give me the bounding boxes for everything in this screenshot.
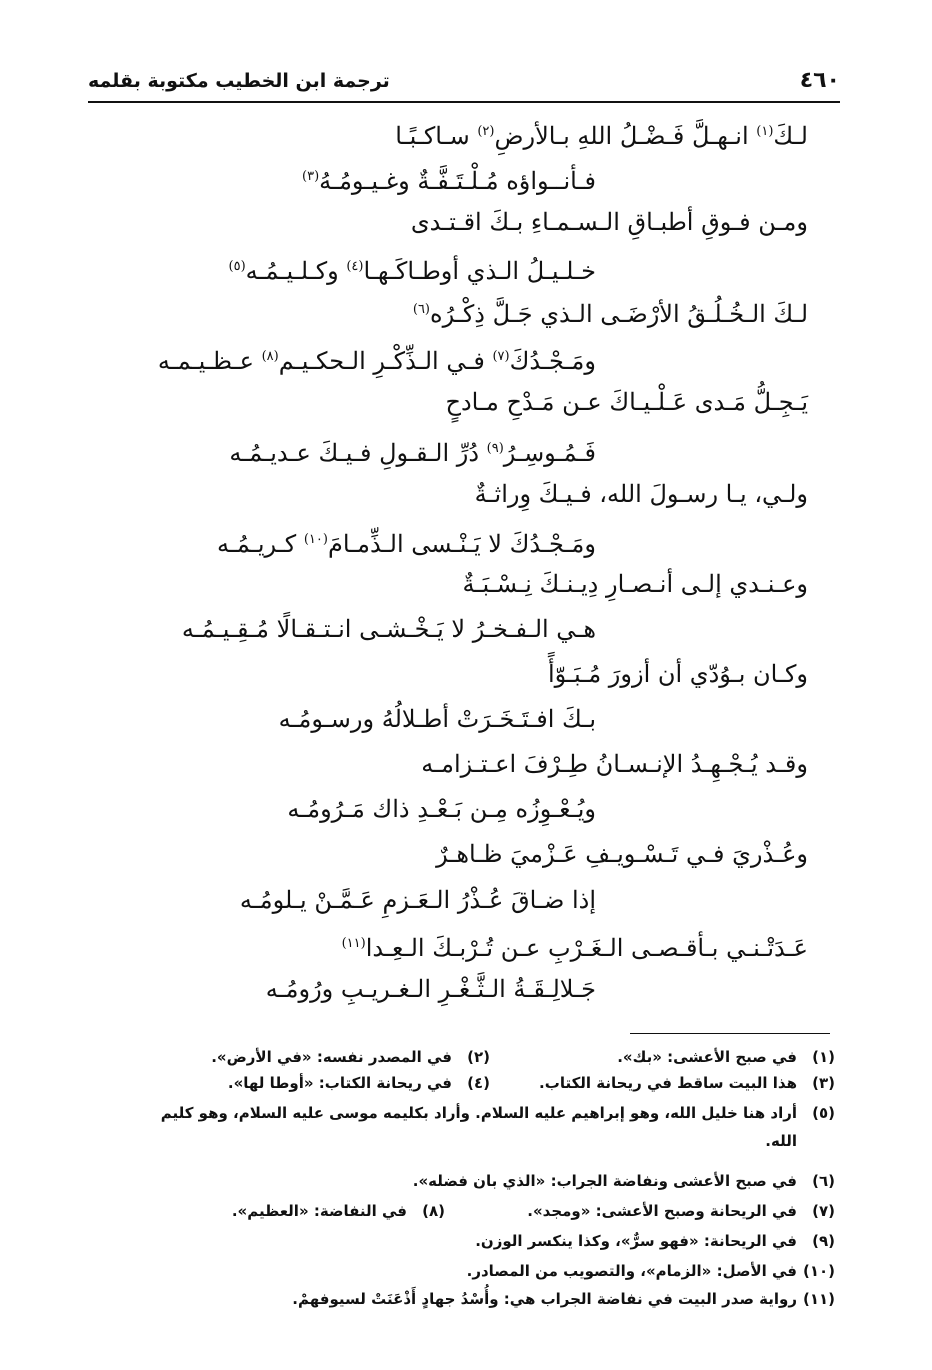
- footnote-marker: (٩): [486, 441, 504, 456]
- verse-text: ومـن فـوقِ أطبـاقِ الـسـمـاءِ بـكَ اقـتـدى: [410, 208, 808, 236]
- verse-first-hemistich: [436, 834, 808, 874]
- verse-text: عـظـيـمـه: [157, 347, 262, 375]
- footnote-marker: (٦): [412, 302, 430, 317]
- footnote-text: في صبح الأعشى ونفاضة الجراب: «الذي بان فضله».: [412, 1172, 797, 1190]
- footnote-number: (٧): [812, 1202, 835, 1220]
- footnote-number: (٢): [467, 1048, 490, 1066]
- verse-text: لـكَ: [773, 122, 808, 150]
- verse-text: دُرِّ الـقـولِ فـيـكَ عـديـمُـه: [229, 439, 487, 467]
- footnote-marker: (٣): [302, 169, 320, 184]
- verse-text: وعـنـدي إلـى أنـصـارِ دِيـنـكَ نِـسْـبَـةٌ: [462, 570, 808, 598]
- verse-second-hemistich: [150, 699, 596, 739]
- footnote: [211, 1044, 490, 1070]
- verse-text: وكـان بـوُدّي أن أزورَ مُـبَـوّأً: [547, 660, 808, 688]
- footnote-marker: (١٠): [303, 532, 328, 547]
- footnote-text: في الأصل: «الزمام»، والتصويب من المصادر.: [466, 1262, 797, 1280]
- verse-text: بـكَ افـتَـخَـرَتْ أطـلالُهُ ورسـومُـه: [278, 705, 596, 733]
- footnote-continuation: [765, 1128, 797, 1154]
- footnote-number: (١١): [802, 1290, 835, 1308]
- verse-second-hemistich: [150, 429, 596, 469]
- footnote-text: في ريحانة الكتاب: «أوطا لها».: [227, 1074, 452, 1092]
- footnote-text: أراد هنا خليل الله، وهو إبراهيم عليه السلام. وأراد بكليمه موسى عليه السلام، وهو كليم: [160, 1104, 797, 1122]
- footnote: [228, 1070, 490, 1096]
- verse-text: ومَـجْـدُكَ: [509, 347, 596, 375]
- footnote: [232, 1198, 445, 1224]
- verse-second-hemistich: [150, 969, 596, 1009]
- footnote-text: في الريحانة وصبح الأعشى: «ومجد».: [527, 1202, 797, 1220]
- footnote: [292, 1286, 835, 1312]
- verse-text: فـي الـذِّكْـرِ الـحكـيـم: [278, 347, 493, 375]
- footnote: [467, 1258, 835, 1284]
- footnote-text: في المصدر نفسه: «في الأرض».: [211, 1048, 452, 1066]
- verse-text: ومَـجْـدُكَ لا يَـنْـسى الـذِّمـامَ: [327, 530, 596, 558]
- footnote-text: الله.: [765, 1132, 797, 1150]
- footnote-rule: [630, 1033, 830, 1034]
- footnote-marker: (١): [756, 124, 774, 139]
- verse-text: لـكَ الـخُـلُـقُ الأرْضَـى الـذي جَـلَّ ذِكْـرُه: [430, 300, 808, 328]
- footnote-number: (٦): [812, 1172, 835, 1190]
- verse-text: عَـدَتْـنـي بـأقـصـى الـغَـرْبِ عـن تُـرْبـكَ الـعِـدا: [365, 934, 808, 962]
- footnote-number: (٤): [467, 1074, 490, 1092]
- verse-text: ولـي، يـا رسـولَ الله، فـيـكَ وِراثـةٌ: [474, 480, 808, 508]
- verse-second-hemistich: [150, 157, 596, 197]
- footnote-marker: (٢): [477, 124, 495, 139]
- footnote: [617, 1044, 835, 1070]
- footnote: [475, 1228, 835, 1254]
- verse-first-hemistich: [395, 112, 808, 152]
- verse-second-hemistich: [150, 880, 596, 920]
- verse-second-hemistich: [150, 609, 596, 649]
- footnote-number: (١): [812, 1048, 835, 1066]
- verse-text: هـي الـفـخـرُ لا يَـخْـشـى انـتـقـالًا مُـقِـيـمُـه: [181, 615, 596, 643]
- verse-text: وكـلـيـمُـه: [245, 257, 347, 285]
- verse-text: كـريـمُـه: [217, 530, 304, 558]
- footnote-marker: (٨): [261, 349, 279, 364]
- footnote-marker: (٧): [492, 349, 510, 364]
- footnote-text: رواية صدر البيت في نفاضة الجراب هي: وأُسْدُ جهادٍ أَذْعَنَتْ لسيوفهمْ.: [292, 1290, 797, 1308]
- verse-first-hemistich: [446, 382, 809, 422]
- verse-text: فَـمُـوسِـرُ: [503, 439, 596, 467]
- verse-text: إذا ضـاقَ عُـذْرُ الـعَـزمِ عَـمَّـنْ يـلومُـه: [239, 886, 596, 914]
- footnote-marker: (٤): [346, 259, 364, 274]
- verse-second-hemistich: [150, 337, 596, 377]
- footnote-marker: (٥): [228, 259, 246, 274]
- verse-text: انـهـلَّ فَـضْـلُ اللهِ بـالأرضِ: [494, 122, 757, 150]
- verse-text: يَـجِـلُّ مَـدى عَـلْـيـاكَ عـن مَـدْحِ مـادحٍ: [445, 388, 808, 416]
- verse-text: وعُـذْريَ فـي تَـسْـويـفِ عَـزْميَ ظـاهـرٌ: [436, 840, 808, 868]
- verse-first-hemistich: [475, 474, 808, 514]
- verse-first-hemistich: [463, 564, 808, 604]
- footnote-text: هذا البيت ساقط في ريحانة الكتاب.: [539, 1074, 797, 1092]
- verse-first-hemistich: [413, 290, 808, 330]
- footnote: [527, 1198, 835, 1224]
- page-number: ٤٦٠: [799, 68, 840, 93]
- verse-text: خـلـيـلُ الـذي أوطـاكَـهـا: [363, 257, 596, 285]
- verse-first-hemistich: [548, 654, 808, 694]
- footnote-number: (٥): [812, 1104, 835, 1122]
- footnote: [161, 1100, 835, 1126]
- verse-first-hemistich: [342, 924, 808, 964]
- verse-first-hemistich: [421, 744, 808, 784]
- footnote-number: (٩): [812, 1232, 835, 1250]
- footnote-number: (٨): [422, 1202, 445, 1220]
- verse-second-hemistich: [150, 247, 596, 287]
- verse-text: ويُـعْـوِزُه مِـن بَـعْـدِ ذاك مَـرُومُـه: [287, 795, 596, 823]
- verse-text: سـاكـبًـا: [395, 122, 478, 150]
- verse-first-hemistich: [411, 202, 808, 242]
- footnote-text: في النفاضة: «العظيم».: [231, 1202, 407, 1220]
- verse-second-hemistich: [150, 520, 596, 560]
- footnote-text: في صبح الأعشى: «بك».: [617, 1048, 797, 1066]
- footnote-number: (٣): [812, 1074, 835, 1092]
- footnote: [413, 1168, 835, 1194]
- footnote: [539, 1070, 835, 1096]
- verse-text: جَـلالِـقَـةُ الـثَّـغْـرِ الـغـريـبِ ورُومُـه: [265, 975, 596, 1003]
- footnote-text: في الريحانة: «فهو سرٌّ»، وكذا ينكسر الوزن.: [475, 1232, 797, 1250]
- footnote-marker: (١١): [341, 936, 366, 951]
- verse-text: فـأنــواؤه مُـلْـتَـفَّـةٌ وغـيـومُـهُ: [319, 167, 596, 195]
- verse-second-hemistich: [150, 789, 596, 829]
- verse-text: وقـد يُـجْـهِـدُ الإنـسـانُ طِـرْفَ اعـتـزامـه: [421, 750, 808, 778]
- footnote-number: (١٠): [802, 1262, 835, 1280]
- running-title: ترجمة ابن الخطيب مكتوبة بقلمه: [88, 70, 390, 92]
